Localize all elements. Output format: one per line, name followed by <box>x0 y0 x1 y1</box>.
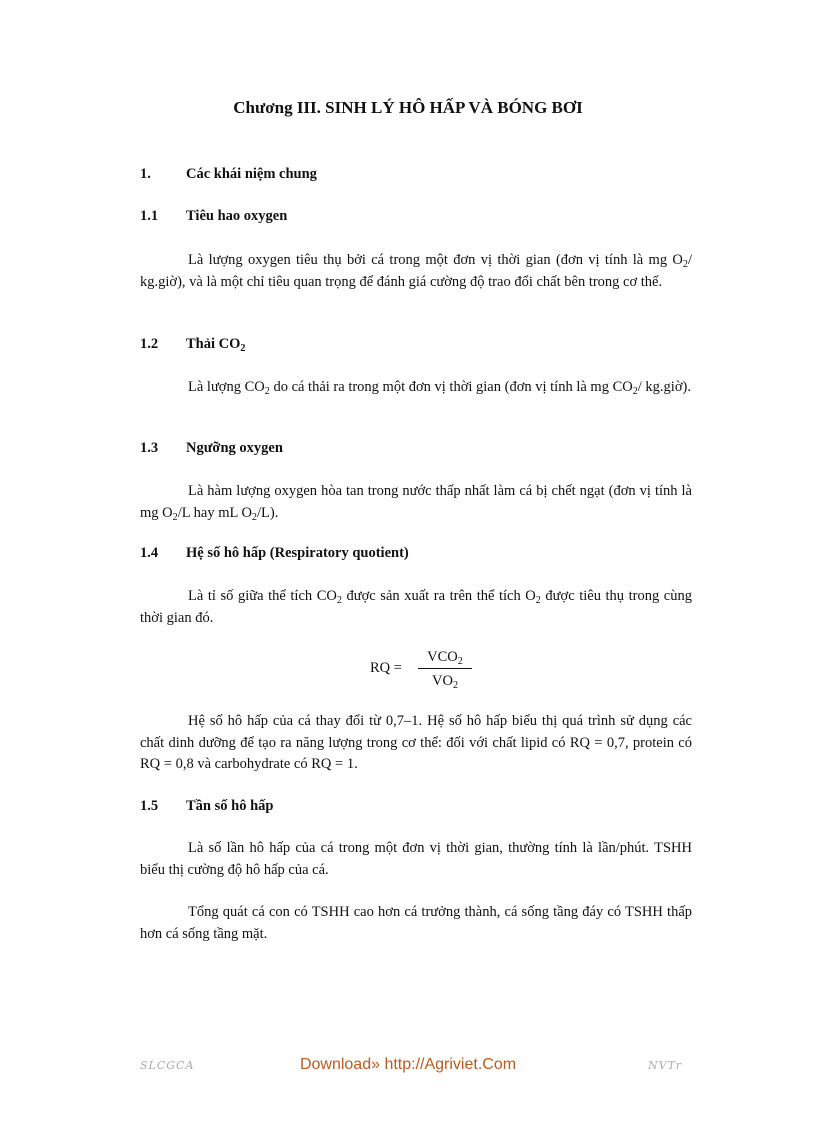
fraction-bar <box>418 668 472 669</box>
section-number: 1.4 <box>140 545 159 561</box>
section-number: 1.5 <box>140 798 159 814</box>
section-heading-1-2: 1.2 Thải $CO_2$ <box>140 336 246 354</box>
paragraph-respiratory-quotient: Là tỉ số giữa thể tích $CO_2$ được sản xuất ra trên thể tích $O_2$ được tiêu thụ trong cùng thời gian đó. <box>140 588 692 626</box>
section-number: 1. <box>140 166 151 182</box>
formula-denominator: $VO_2$ <box>431 673 458 691</box>
paragraph-oxygen-threshold: Là hàm lượng oxygen hòa tan trong nước thấp nhất làm cá bị chết ngạt (đơn vị tính là mg $O_2/L$ hay mL $O_2/L$). <box>140 483 692 523</box>
section-number: 1.2 <box>140 336 159 352</box>
footer-left-watermark: SLCGCA <box>140 1059 195 1072</box>
footer-right-watermark: NVTr <box>648 1059 683 1072</box>
section-number: 1.1 <box>140 208 159 224</box>
section-heading-1-4 <box>140 545 409 562</box>
paragraph-oxygen-consumption: Là lượng oxygen tiêu thụ bởi cá trong một đơn vị thời gian (đơn vị tính là mg $O_2/$ kg.giờ), và là một chỉ tiêu quan trọng để đánh giá cường độ trao đổi chất bên trong cơ thể. <box>140 252 692 290</box>
section-title: Các khái niệm chung <box>186 166 317 182</box>
chapter-title: Chương III. SINH LÝ HÔ HẤP VÀ BÓNG BƠI <box>233 98 583 117</box>
formula-lhs: RQ = <box>370 660 402 676</box>
section-title: Tiêu hao oxygen <box>186 208 288 224</box>
paragraph-co2-excretion: Là lượng $CO_2$ do cá thải ra trong một đơn vị thời gian (đơn vị tính là mg $CO_2/$ kg.giờ). <box>188 379 691 397</box>
section-title: Thải CO <box>186 336 241 352</box>
section-heading-1-1 <box>140 208 287 225</box>
section-heading-1 <box>140 166 317 183</box>
section-title: Ngưỡng oxygen <box>186 440 283 456</box>
section-title: Tần số hô hấp <box>186 798 274 814</box>
formula-fraction <box>418 648 472 690</box>
footer-download-link[interactable]: Download» http://Agriviet.Com <box>299 1056 517 1073</box>
paragraph-respiration-rate-comparison: Tổng quát cá con có TSHH cao hơn cá trưởng thành, cá sống tầng đáy có TSHH thấp hơn cá sống tầng mặt. <box>140 904 692 942</box>
section-title: Hệ số hô hấp (Respiratory quotient) <box>186 545 409 561</box>
section-number: 1.3 <box>140 440 159 456</box>
formula-numerator: $VCO_2$ <box>427 649 463 667</box>
paragraph-rq-range: Hệ số hô hấp của cá thay đổi từ 0,7–1. Hệ số hô hấp biểu thị quá trình sử dụng các chất dinh dưỡng để tạo ra năng lượng trong cơ thể: đối với chất lipid có RQ = 0,7, protein có RQ = 0,8 và carbohydrate có RQ = 1. <box>140 713 692 772</box>
section-heading-1-5 <box>140 798 273 815</box>
section-heading-1-3 <box>140 440 283 457</box>
paragraph-respiration-rate: Là số lần hô hấp của cá trong một đơn vị thời gian, thường tính là lần/phút. TSHH biểu thị cường độ hô hấp của cá. <box>140 840 692 878</box>
